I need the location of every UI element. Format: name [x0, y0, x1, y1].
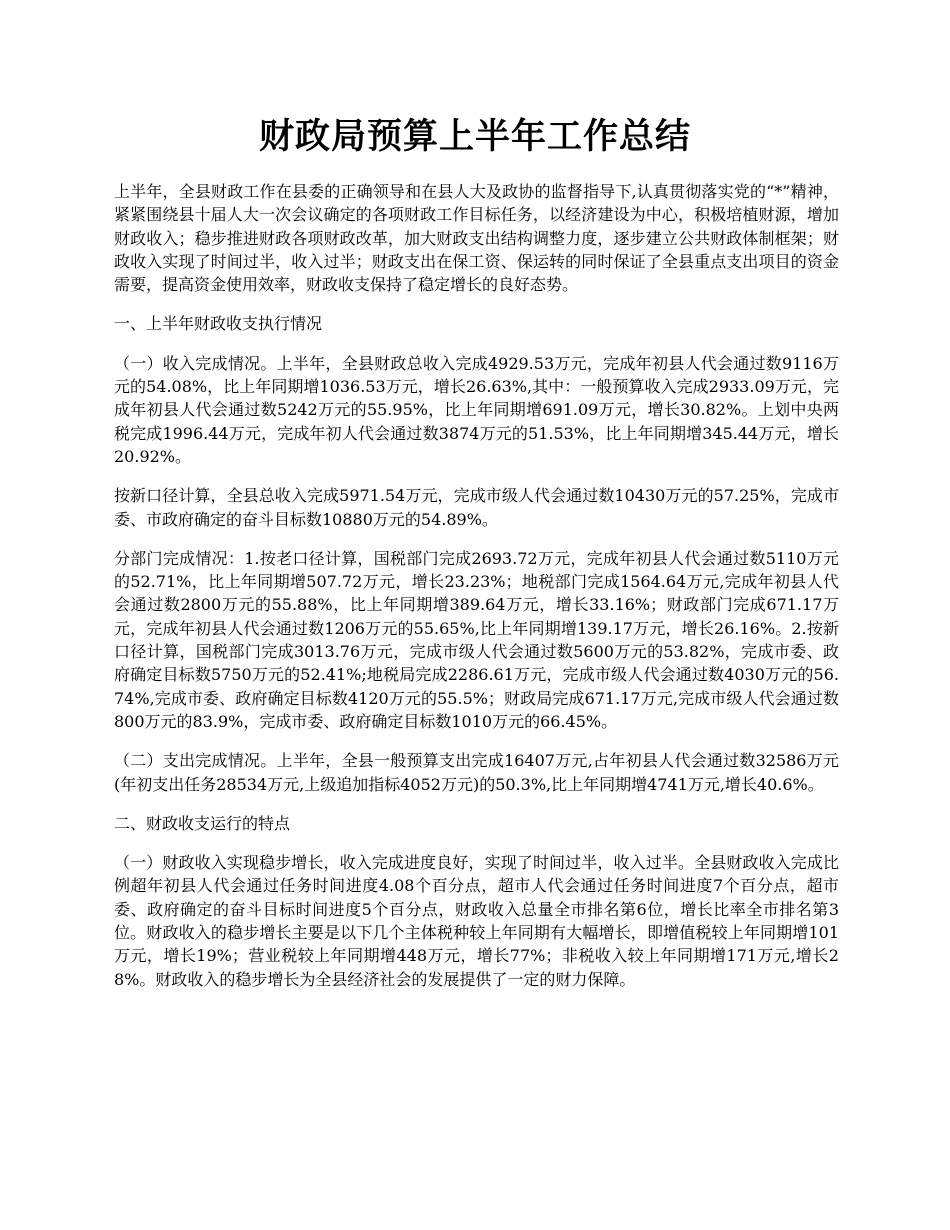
revenue-paragraph: （一）收入完成情况。上半年，全县财政总收入完成4929.53万元，完成年初县人代会通过数9116万元的54.08%，比上年同期增1036.53万元，增长26.63%,其中：一般预算收入完成2933.09万元，完成年初县人代会通过数5242万元的55.95%，比上年同期增691.09万元，增长30.82%。上划中央两税完成1996.44万元，完成年初人代会通过数3874万元的51.53%，比上年同期增345.44万元，增长20.92%。 — [114, 353, 839, 466]
department-paragraph: 分部门完成情况：1.按老口径计算，国税部门完成2693.72万元，完成年初县人代会通过数5110万元的52.71%，比上年同期增507.72万元，增长23.23%；地税部门完成1564.64万元,完成年初县人代会通过数2800万元的55.88%，比上年同期增389.64万元，增长33.16%；财政部门完成671.17万元，完成年初县人代会通过数1206万元的55.65%,比上年同期增139.17万元，增长26.16%。2.按新口径计算，国税部门完成3013.76万元，完成市级人代会通过数5600万元的53.82%，完成市委、政府确定目标数5750万元的52.41%;地税局完成2286.61万元，完成市级人代会通过数4030万元的56.74%,完成市委、政府确定目标数4120万元的55.5%；财政局完成671.17万元,完成市级人代会通过数800万元的83.9%，完成市委、政府确定目标数1010万元的66.45%。 — [114, 548, 839, 731]
growth-paragraph: （一）财政收入实现稳步增长，收入完成进度良好，实现了时间过半，收入过半。全县财政收入完成比例超年初县人代会通过任务时间进度4.08个百分点，超市人代会通过任务时间进度7个百分点，超市委、政府确定的奋斗目标时间进度5个百分点，财政收入总量全市排名第6位，增长比率全市排名第3位。财政收入的稳步增长主要是以下几个主体税种较上年同期有大幅增长，即增值税较上年同期增101万元，增长19%；营业税较上年同期增448万元，增长77%；非税收入较上年同期增171万元,增长28%。财政收入的稳步增长为全县经济社会的发展提供了一定的财力保障。 — [114, 853, 839, 989]
new-caliber-paragraph: 按新口径计算，全县总收入完成5971.54万元，完成市级人代会通过数10430万元的57.25%，完成市委、市政府确定的奋斗目标数10880万元的54.89%。 — [114, 486, 839, 529]
document-body — [114, 180, 839, 1007]
intro-paragraph: 上半年，全县财政工作在县委的正确领导和在县人大及政协的监督指导下,认真贯彻落实党的“*”精神，紧紧围绕县十届人大一次会议确定的各项财政工作目标任务，以经济建设为中心，积极培植财源，增加财政收入；稳步推进财政各项财政改革，加大财政支出结构调整力度，逐步建立公共财政体制框架；财政收入实现了时间过半，收入过半；财政支出在保工资、保运转的同时保证了全县重点支出项目的资金需要，提高资金使用效率，财政收支保持了稳定增长的良好态势。 — [114, 182, 839, 295]
section-heading-1: 一、上半年财政收支执行情况 — [114, 314, 323, 334]
document-title: 财政局预算上半年工作总结 — [258, 116, 691, 157]
expenditure-paragraph: （二）支出完成情况。上半年，全县一般预算支出完成16407万元,占年初县人代会通过数32586万元(年初支出任务28534万元,上级追加指标4052万元)的50.3%,比上年同期增4741万元,增长40.6%。 — [114, 751, 839, 794]
section-heading-2: 二、财政收支运行的特点 — [114, 813, 291, 833]
